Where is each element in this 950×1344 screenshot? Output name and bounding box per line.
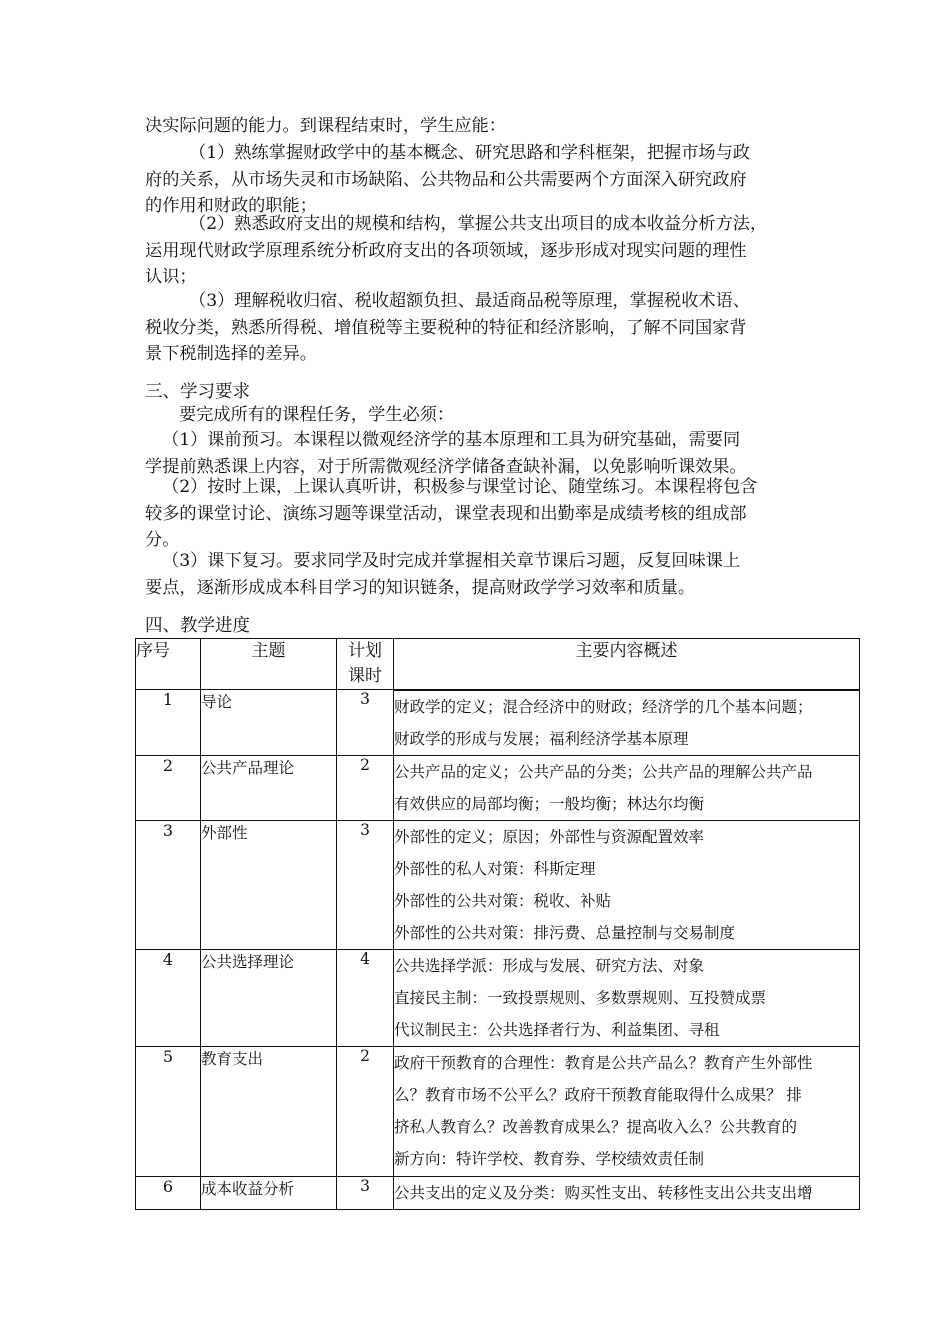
header-hours-line-1: 计划 bbox=[348, 641, 382, 661]
text-line: 要完成所有的课程任务，学生必须： bbox=[179, 405, 455, 425]
summary-line: 有效供应的局部均衡；一般均衡；林达尔均衡 bbox=[394, 795, 705, 813]
summary-line: 公共选择学派：形成与发展、研究方法、对象 bbox=[394, 957, 705, 975]
text-line: （2）按时上课，上课认真听讲，积极参与课堂讨论、随堂练习。本课程将包含 bbox=[162, 477, 758, 497]
summary-line: 公共产品的定义；公共产品的分类；公共产品的理解公共产品 bbox=[394, 763, 813, 781]
row-summary bbox=[394, 1047, 860, 1177]
row-summary bbox=[394, 1177, 860, 1210]
row-no: 6 bbox=[136, 1177, 201, 1210]
summary-line: 外部性的私人对策：科斯定理 bbox=[394, 860, 596, 878]
text-line: （2）熟悉政府支出的规模和结构，掌握公共支出项目的成本收益分析方法， bbox=[189, 214, 768, 234]
text-line: （1）课前预习。本课程以微观经济学的基本原理和工具为研究基础，需要同 bbox=[162, 430, 741, 450]
intro-paragraph bbox=[145, 113, 817, 140]
row-topic: 外部性 bbox=[201, 821, 337, 950]
row-summary bbox=[394, 756, 860, 821]
text-line: （1）熟练掌握财政学中的基本概念、研究思路和学科框架，把握市场与政 bbox=[189, 143, 750, 163]
row-summary bbox=[394, 690, 860, 756]
row-topic: 导论 bbox=[201, 690, 337, 756]
section-3-lead bbox=[145, 402, 817, 429]
summary-line: 直接民主制：一致投票规则、多数票规则、互投赞成票 bbox=[394, 989, 767, 1007]
summary-line: 外部性的公共对策：税收、补贴 bbox=[394, 892, 612, 910]
text-line: 税收分类，熟悉所得税、增值税等主要税种的特征和经济影响，了解不同国家背 bbox=[145, 317, 747, 338]
text-line: （3）课下复习。要求同学及时完成并掌握相关章节课后习题，反复回味课上 bbox=[162, 551, 741, 571]
header-no: 序号 bbox=[136, 639, 201, 690]
row-hours: 2 bbox=[337, 756, 394, 821]
summary-line: 外部性的公共对策：排污费、总量控制与交易制度 bbox=[394, 924, 736, 942]
row-topic: 教育支出 bbox=[201, 1047, 337, 1177]
summary-line: 财政学的定义；混合经济中的财政；经济学的几个基本问题； bbox=[394, 697, 813, 716]
row-topic: 公共产品理论 bbox=[201, 756, 337, 821]
row-hours: 2 bbox=[337, 1047, 394, 1177]
header-hours bbox=[337, 639, 394, 690]
text-line: 认识； bbox=[145, 267, 197, 287]
text-line: 学提前熟悉课上内容，对于所需微观经济学储备查缺补漏，以免影响听课效果。 bbox=[145, 456, 747, 477]
text-line: 景下税制选择的差异。 bbox=[145, 344, 317, 364]
row-no: 3 bbox=[136, 821, 201, 950]
table-row bbox=[136, 1177, 860, 1210]
section-3-heading: 三、学习要求 bbox=[145, 382, 250, 402]
summary-line: 政府干预教育的合理性：教育是公共产品么？教育产生外部性 bbox=[394, 1054, 813, 1072]
text-line: 分。 bbox=[145, 530, 180, 550]
text-line: 要点，逐渐形成成本科目学习的知识链条，提高财政学学习效率和质量。 bbox=[145, 577, 696, 598]
summary-line: 么？教育市场不公平么？政府干预教育能取得什么成果？ 排 bbox=[394, 1086, 802, 1104]
summary-line: 代议制民主：公共选择者行为、利益集团、寻租 bbox=[394, 1021, 720, 1039]
text-line: 府的关系，从市场失灵和市场缺陷、公共物品和公共需要两个方面深入研究政府 bbox=[145, 169, 747, 190]
objective-2 bbox=[145, 211, 817, 291]
summary-line: 挤私人教育么？改善教育成果么？提高收入么？公共教育的 bbox=[394, 1118, 798, 1136]
requirement-2 bbox=[145, 474, 817, 554]
row-hours: 3 bbox=[337, 821, 394, 950]
row-summary bbox=[394, 950, 860, 1047]
row-hours: 3 bbox=[337, 1177, 394, 1210]
row-no: 1 bbox=[136, 690, 201, 756]
table-row bbox=[136, 950, 860, 1047]
table-header-row bbox=[136, 639, 860, 690]
table-row bbox=[136, 756, 860, 821]
text-line: 较多的课堂讨论、演练习题等课堂活动，课堂表现和出勤率是成绩考核的组成部 bbox=[145, 503, 747, 524]
row-summary bbox=[394, 821, 860, 950]
text-line: （3）理解税收归宿、税收超额负担、最适商品税等原理，掌握税收术语、 bbox=[189, 291, 750, 311]
row-hours: 3 bbox=[337, 690, 394, 756]
summary-line: 新方向：特许学校、教育券、学校绩效责任制 bbox=[394, 1150, 705, 1168]
row-no: 4 bbox=[136, 950, 201, 1047]
header-topic: 主题 bbox=[201, 639, 337, 690]
row-hours: 4 bbox=[337, 950, 394, 1047]
requirement-3 bbox=[145, 548, 817, 601]
schedule-table bbox=[135, 638, 860, 1210]
text-line: 决实际问题的能力。到课程结束时，学生应能： bbox=[145, 116, 506, 136]
text-line: 的作用和财政的职能； bbox=[145, 196, 317, 216]
header-hours-line-2: 课时 bbox=[348, 666, 382, 686]
text-line: 运用现代财政学原理系统分析政府支出的各项领域，逐步形成对现实问题的理性 bbox=[145, 240, 747, 261]
objective-3 bbox=[145, 288, 817, 368]
objective-1 bbox=[145, 140, 817, 220]
row-topic: 公共选择理论 bbox=[201, 950, 337, 1047]
requirement-1 bbox=[145, 427, 817, 480]
table-row bbox=[136, 1047, 860, 1177]
table-row bbox=[136, 690, 860, 756]
row-no: 5 bbox=[136, 1047, 201, 1177]
summary-line: 财政学的形成与发展；福利经济学基本原理 bbox=[394, 729, 689, 748]
section-4-heading: 四、教学进度 bbox=[145, 616, 250, 636]
summary-line: 公共支出的定义及分类：购买性支出、转移性支出公共支出增 bbox=[394, 1184, 813, 1202]
row-no: 2 bbox=[136, 756, 201, 821]
header-summary: 主要内容概述 bbox=[394, 639, 860, 690]
summary-line: 外部性的定义；原因；外部性与资源配置效率 bbox=[394, 828, 705, 846]
table-row bbox=[136, 821, 860, 950]
row-topic: 成本收益分析 bbox=[201, 1177, 337, 1210]
